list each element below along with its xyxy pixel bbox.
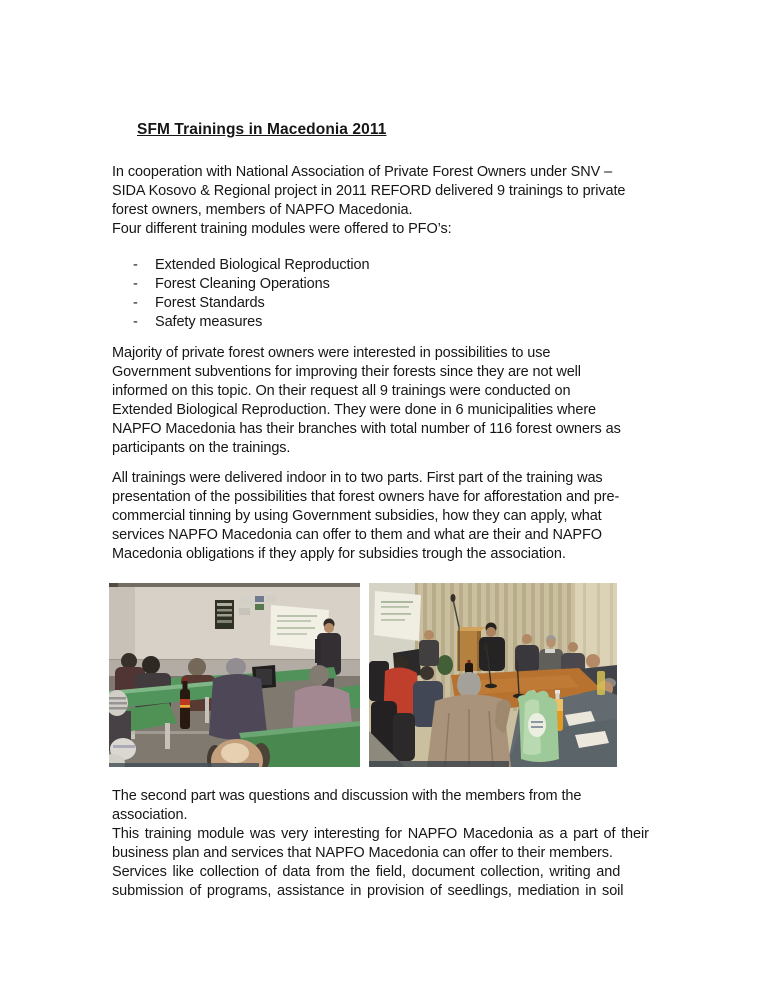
text-line: submission of programs, assistance in provision of seedlings, mediation in soil: [112, 883, 624, 899]
text-line: In cooperation with National Association of Private Forest Owners under SNV –: [112, 164, 613, 180]
list-bullet: -: [133, 314, 138, 330]
text-line: forest owners, members of NAPFO Macedonia.: [112, 202, 413, 218]
text-line: All trainings were delivered indoor in to two parts. First part of the training was: [112, 470, 603, 486]
text-line: presentation of the possibilities that forest owners have for afforestation and pre-: [112, 489, 620, 505]
text-line: Four different training modules were offered to PFO’s:: [112, 221, 452, 237]
text-line: Extended Biological Reproduction. They were done in 6 municipalities where: [112, 402, 597, 418]
list-bullet: -: [133, 257, 138, 273]
text-line: NAPFO Macedonia has their branches with total number of 116 forest owners as: [112, 421, 621, 437]
meeting-room-discussion-photo: [369, 583, 617, 767]
list-item: [133, 294, 369, 313]
text-line: commercial tinning by using Government subsidies, how they can apply, what: [112, 508, 602, 524]
text-line: This training module was very interesting for NAPFO Macedonia as a part of their: [112, 826, 649, 842]
followup-paragraph: [112, 787, 655, 901]
text-line: Government subventions for improving their forests since they are not well: [112, 364, 581, 380]
text-line: association.: [112, 807, 188, 823]
training-modules-list: [133, 256, 369, 332]
list-item: [133, 256, 369, 275]
text-line: The second part was questions and discussion with the members from the: [112, 788, 582, 804]
classroom-training-photo: [109, 583, 360, 767]
list-item-label: Extended Biological Reproduction: [155, 257, 370, 273]
results-paragraph: [112, 344, 655, 458]
text-line: Macedonia obligations if they apply for subsidies trough the association.: [112, 546, 566, 562]
text-line: participants on the trainings.: [112, 440, 291, 456]
intro-paragraph: [112, 163, 655, 239]
list-bullet: -: [133, 276, 138, 292]
list-bullet: -: [133, 295, 138, 311]
text-line: SIDA Kosovo & Regional project in 2011 REFORD delivered 9 trainings to private: [112, 183, 626, 199]
list-item-label: Forest Cleaning Operations: [155, 276, 330, 292]
text-line: informed on this topic. On their request all 9 trainings were conducted on: [112, 383, 571, 399]
text-line: business plan and services that NAPFO Macedonia can offer to their members.: [112, 845, 613, 861]
text-line: services NAPFO Macedonia can offer to them and what are their and NAPFO: [112, 527, 602, 543]
list-item: [133, 275, 369, 294]
list-item-label: Forest Standards: [155, 295, 265, 311]
text-line: Majority of private forest owners were interested in possibilities to use: [112, 345, 551, 361]
page-title: SFM Trainings in Macedonia 2011: [137, 121, 387, 138]
delivery-paragraph: [112, 469, 655, 564]
list-item: [133, 313, 369, 332]
list-item-label: Safety measures: [155, 314, 263, 330]
text-line: Services like collection of data from the field, document collection, writing and: [112, 864, 621, 880]
